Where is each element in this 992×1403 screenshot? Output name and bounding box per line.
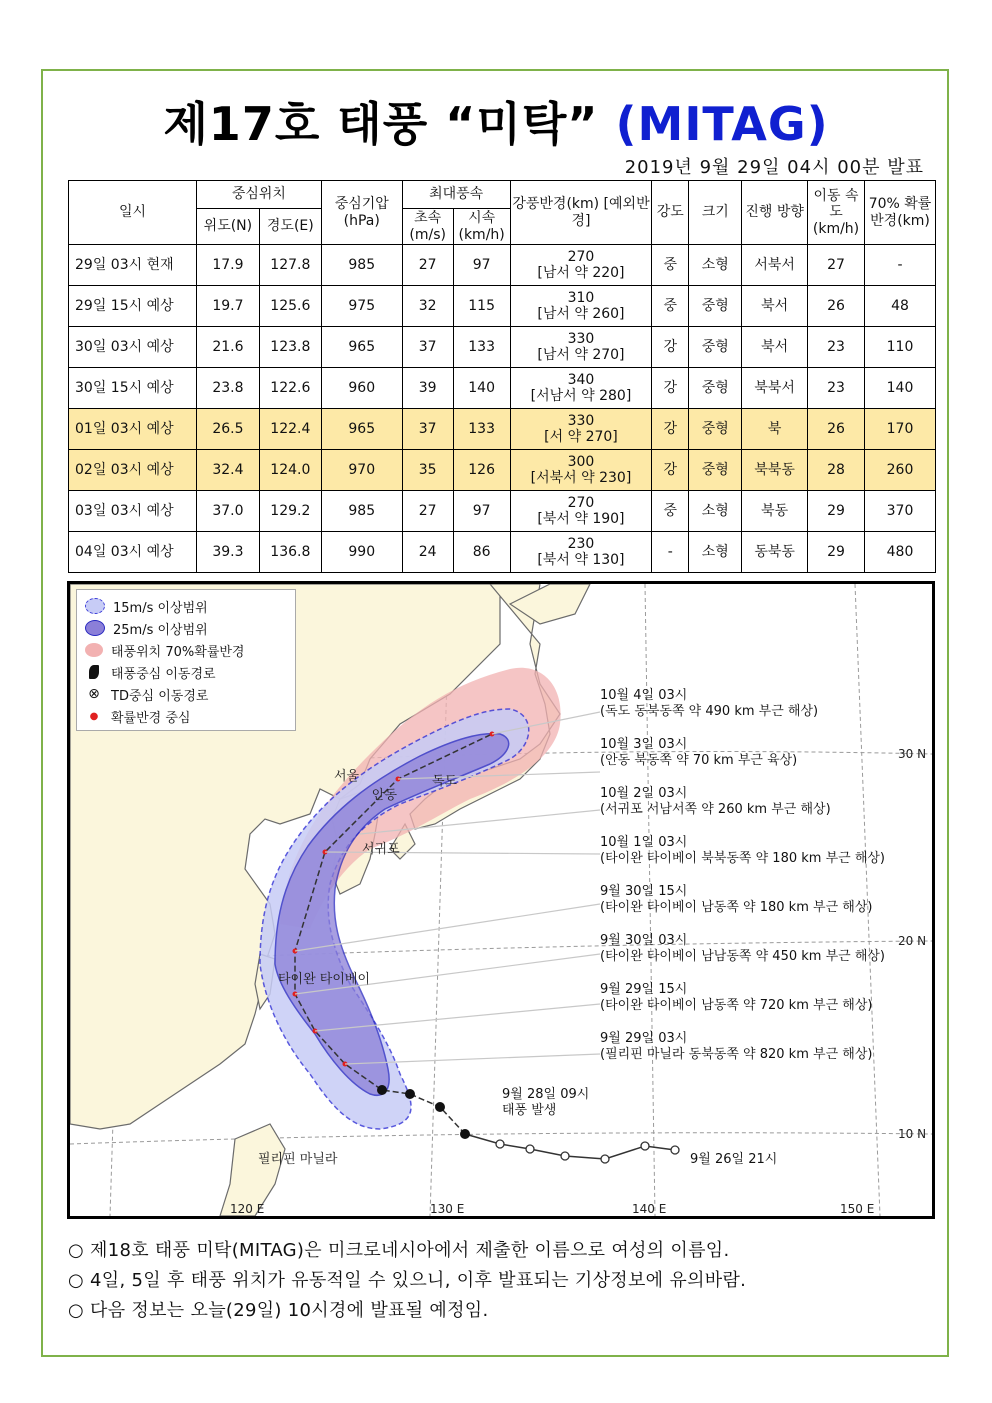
annotation-desc: (서귀포 서남서쪽 약 260 km 부근 해상) bbox=[600, 802, 831, 817]
lat-label: 10 N bbox=[898, 1127, 927, 1141]
radius-exception: [남서 약 260] bbox=[537, 306, 625, 322]
cell-pressure: 965 bbox=[321, 409, 402, 450]
table-row bbox=[69, 245, 936, 286]
cell-lon: 122.4 bbox=[259, 409, 321, 450]
cell-kmh: 86 bbox=[453, 532, 510, 573]
annotation-time: 10월 4일 03시 bbox=[600, 688, 688, 703]
note-line: ○ 제18호 태풍 미탁(MITAG)은 미크로네시아에서 제출한 이름으로 여성의 이름임. bbox=[68, 1240, 730, 1261]
cell-kmh: 115 bbox=[453, 286, 510, 327]
header-intensity: 강도 bbox=[652, 181, 689, 245]
annotation-time: 9월 30일 03시 bbox=[600, 933, 688, 948]
cell-size: 중형 bbox=[689, 327, 742, 368]
header-date: 일시 bbox=[69, 181, 197, 245]
radius-exception: [북서 약 130] bbox=[537, 552, 625, 568]
cell-prob: 140 bbox=[865, 368, 936, 409]
legend-label: TD중심 이동경로 bbox=[111, 688, 209, 704]
cell-ms: 24 bbox=[402, 532, 453, 573]
cell-kmh: 140 bbox=[453, 368, 510, 409]
lat-label: 20 N bbox=[898, 934, 927, 948]
annotation-desc: (타이완 타이베이 남남동쪽 약 450 km 부근 해상) bbox=[600, 949, 886, 964]
issued-time: 2019년 9월 29일 04시 00분 발표 bbox=[624, 157, 924, 178]
note-line: ○ 다음 정보는 오늘(29일) 10시경에 발표될 예정임. bbox=[68, 1300, 489, 1321]
note-line: ○ 4일, 5일 후 태풍 위치가 유동적일 수 있으니, 이후 발표되는 기상정보에 유의바람. bbox=[68, 1270, 747, 1291]
radius-value: 230 bbox=[567, 535, 595, 552]
annotation bbox=[600, 688, 818, 720]
cell-ms: 32 bbox=[402, 286, 453, 327]
cell-size: 소형 bbox=[689, 245, 742, 286]
cell-speed: 29 bbox=[808, 532, 865, 573]
cell-kmh: 133 bbox=[453, 327, 510, 368]
cell-date: 04일 03시 예상 bbox=[69, 532, 197, 573]
cell-kmh: 133 bbox=[453, 409, 510, 450]
radius-exception: [북서 약 190] bbox=[537, 511, 625, 527]
cell-size: 중형 bbox=[689, 450, 742, 491]
cell-ms: 39 bbox=[402, 368, 453, 409]
legend-item bbox=[85, 596, 208, 616]
cell-lat: 17.9 bbox=[196, 245, 259, 286]
annotation-desc: (필리핀 마닐라 동북동쪽 약 820 km 부근 해상) bbox=[600, 1047, 873, 1062]
legend-label: 태풍위치 70%확률반경 bbox=[111, 644, 245, 660]
legend-item bbox=[85, 662, 216, 682]
cell-radius bbox=[510, 368, 652, 409]
header-kmh: 시속 (km/h) bbox=[453, 209, 510, 245]
cell-speed: 28 bbox=[808, 450, 865, 491]
cell-size: 소형 bbox=[689, 491, 742, 532]
cell-radius bbox=[510, 491, 652, 532]
cell-intensity: - bbox=[652, 532, 689, 573]
table-row bbox=[69, 491, 936, 532]
range25-swatch bbox=[85, 620, 105, 636]
cell-radius bbox=[510, 286, 652, 327]
cell-radius bbox=[510, 532, 652, 573]
title-en: (MITAG) bbox=[615, 97, 829, 151]
annotation-time: 9월 30일 15시 bbox=[600, 884, 688, 899]
cell-intensity: 강 bbox=[652, 450, 689, 491]
typhoon-symbol-icon bbox=[89, 665, 99, 679]
legend-item bbox=[85, 684, 208, 704]
cell-size: 중형 bbox=[689, 286, 742, 327]
legend-item bbox=[85, 618, 208, 638]
annotation-desc: (타이완 타이베이 남동쪽 약 180 km 부근 해상) bbox=[600, 900, 873, 915]
legend-label: 태풍중심 이동경로 bbox=[111, 666, 216, 682]
cell-prob: 48 bbox=[865, 286, 936, 327]
legend-label: 확률반경 중심 bbox=[111, 710, 191, 726]
cell-kmh: 97 bbox=[453, 245, 510, 286]
cell-prob: 260 bbox=[865, 450, 936, 491]
title-main: 제17호 태풍 “미탁” bbox=[163, 97, 599, 151]
track-map bbox=[67, 581, 935, 1219]
cell-direction: 북 bbox=[742, 409, 808, 450]
radius-value: 310 bbox=[567, 289, 595, 306]
cell-radius bbox=[510, 245, 652, 286]
radius-value: 330 bbox=[567, 412, 595, 429]
cell-speed: 23 bbox=[808, 327, 865, 368]
table-row bbox=[69, 532, 936, 573]
page-title bbox=[0, 88, 992, 154]
place-andong: 안동 bbox=[372, 788, 398, 803]
cell-pressure: 970 bbox=[321, 450, 402, 491]
table-row bbox=[69, 327, 936, 368]
cell-intensity: 중 bbox=[652, 491, 689, 532]
cell-lon: 136.8 bbox=[259, 532, 321, 573]
cell-direction: 북동 bbox=[742, 491, 808, 532]
cell-pressure: 990 bbox=[321, 532, 402, 573]
cell-speed: 26 bbox=[808, 409, 865, 450]
annotation-time: 10월 2일 03시 bbox=[600, 786, 688, 801]
prob70-swatch bbox=[85, 643, 103, 657]
annotation-time: 10월 1일 03시 bbox=[600, 835, 688, 850]
annotation-desc: 태풍 발생 bbox=[502, 1103, 557, 1118]
legend-label: 15m/s 이상범위 bbox=[113, 600, 208, 616]
cell-lat: 39.3 bbox=[196, 532, 259, 573]
cell-date: 30일 03시 예상 bbox=[69, 327, 197, 368]
notes bbox=[68, 1236, 746, 1326]
header-size: 크기 bbox=[689, 181, 742, 245]
annotation bbox=[600, 884, 872, 916]
map-legend bbox=[76, 589, 296, 731]
cell-date: 30일 15시 예상 bbox=[69, 368, 197, 409]
header-direction: 진행 방향 bbox=[742, 181, 808, 245]
annotation-desc: (타이완 타이베이 북북동쪽 약 180 km 부근 해상) bbox=[600, 851, 886, 866]
annotation bbox=[600, 835, 885, 867]
annotation bbox=[600, 982, 872, 1014]
header-speed: 이동 속도 (km/h) bbox=[808, 181, 865, 245]
cell-size: 중형 bbox=[689, 409, 742, 450]
cell-ms: 35 bbox=[402, 450, 453, 491]
cell-intensity: 강 bbox=[652, 327, 689, 368]
legend-item bbox=[85, 640, 245, 660]
annotation-time: 9월 29일 15시 bbox=[600, 982, 688, 997]
cell-intensity: 강 bbox=[652, 409, 689, 450]
cell-intensity: 중 bbox=[652, 245, 689, 286]
start-annotation: 9월 26일 21시 bbox=[690, 1152, 778, 1167]
header-maxwind: 최대풍속 bbox=[402, 181, 510, 209]
cell-speed: 27 bbox=[808, 245, 865, 286]
cell-radius bbox=[510, 450, 652, 491]
cell-intensity: 강 bbox=[652, 368, 689, 409]
cell-lon: 129.2 bbox=[259, 491, 321, 532]
radius-value: 270 bbox=[567, 248, 595, 265]
cell-radius bbox=[510, 409, 652, 450]
cell-pressure: 960 bbox=[321, 368, 402, 409]
cell-size: 소형 bbox=[689, 532, 742, 573]
place-seogwipo: 서귀포 bbox=[362, 842, 400, 857]
cell-speed: 26 bbox=[808, 286, 865, 327]
place-manila: 필리핀 마닐라 bbox=[258, 1152, 338, 1167]
place-dokdo: 독도 bbox=[432, 774, 458, 789]
cell-date: 01일 03시 예상 bbox=[69, 409, 197, 450]
annotation-time: 9월 29일 03시 bbox=[600, 1031, 688, 1046]
header-pressure: 중심기압 (hPa) bbox=[321, 181, 402, 245]
annotation bbox=[600, 1031, 872, 1063]
cell-pressure: 975 bbox=[321, 286, 402, 327]
radius-exception: [남서 약 220] bbox=[537, 265, 625, 281]
cell-lon: 122.6 bbox=[259, 368, 321, 409]
radius-exception: [서남서 약 280] bbox=[530, 388, 632, 404]
table-row bbox=[69, 286, 936, 327]
radius-exception: [서북서 약 230] bbox=[530, 470, 632, 486]
lon-label: 150 E bbox=[840, 1202, 875, 1216]
header-prob: 70% 확률 반경(km) bbox=[865, 181, 936, 245]
cell-direction: 북북서 bbox=[742, 368, 808, 409]
cell-prob: 370 bbox=[865, 491, 936, 532]
header-ms: 초속 (m/s) bbox=[402, 209, 453, 245]
header-lat: 위도(N) bbox=[196, 209, 259, 245]
cell-lon: 127.8 bbox=[259, 245, 321, 286]
table-row bbox=[69, 368, 936, 409]
cell-lat: 32.4 bbox=[196, 450, 259, 491]
annotation-desc: (안동 북동쪽 약 70 km 부근 육상) bbox=[600, 753, 798, 768]
radius-value: 340 bbox=[567, 371, 595, 388]
genesis-annotation bbox=[502, 1087, 589, 1119]
legend-item bbox=[85, 706, 190, 726]
cell-date: 29일 15시 예상 bbox=[69, 286, 197, 327]
cell-pressure: 985 bbox=[321, 245, 402, 286]
cell-lon: 123.8 bbox=[259, 327, 321, 368]
annotation bbox=[600, 737, 797, 769]
cell-lat: 23.8 bbox=[196, 368, 259, 409]
radius-exception: [서 약 270] bbox=[544, 429, 618, 445]
cell-ms: 37 bbox=[402, 409, 453, 450]
annotation-time: 10월 3일 03시 bbox=[600, 737, 688, 752]
cell-lon: 124.0 bbox=[259, 450, 321, 491]
radius-value: 270 bbox=[567, 494, 595, 511]
cell-date: 03일 03시 예상 bbox=[69, 491, 197, 532]
cell-size: 중형 bbox=[689, 368, 742, 409]
annotation bbox=[600, 933, 885, 965]
cell-pressure: 985 bbox=[321, 491, 402, 532]
lon-label: 130 E bbox=[430, 1202, 465, 1216]
cell-direction: 북북동 bbox=[742, 450, 808, 491]
cell-lat: 19.7 bbox=[196, 286, 259, 327]
cell-speed: 23 bbox=[808, 368, 865, 409]
cell-date: 02일 03시 예상 bbox=[69, 450, 197, 491]
header-center: 중심위치 bbox=[196, 181, 321, 209]
table-row bbox=[69, 409, 936, 450]
cell-speed: 29 bbox=[808, 491, 865, 532]
legend-label: 25m/s 이상범위 bbox=[113, 622, 208, 638]
annotation-desc: (독도 동북동쪽 약 490 km 부근 해상) bbox=[600, 704, 819, 719]
lon-label: 140 E bbox=[632, 1202, 667, 1216]
lon-label: 120 E bbox=[230, 1202, 265, 1216]
td-symbol-icon: ⊗ bbox=[88, 686, 100, 702]
cell-radius bbox=[510, 327, 652, 368]
radius-value: 300 bbox=[567, 453, 595, 470]
cell-ms: 27 bbox=[402, 491, 453, 532]
cell-prob: - bbox=[865, 245, 936, 286]
cell-direction: 동북동 bbox=[742, 532, 808, 573]
place-taipei: 타이완 타이베이 bbox=[278, 972, 371, 987]
range15-swatch bbox=[85, 598, 105, 614]
radius-value: 330 bbox=[567, 330, 595, 347]
cell-prob: 110 bbox=[865, 327, 936, 368]
cell-pressure: 965 bbox=[321, 327, 402, 368]
cell-direction: 북서 bbox=[742, 327, 808, 368]
cell-lat: 21.6 bbox=[196, 327, 259, 368]
cell-prob: 480 bbox=[865, 532, 936, 573]
cell-lon: 125.6 bbox=[259, 286, 321, 327]
annotation bbox=[600, 786, 831, 818]
cell-ms: 37 bbox=[402, 327, 453, 368]
prob-center-icon: ● bbox=[89, 710, 99, 722]
header-radius: 강풍반경(km) [예외반경] bbox=[510, 181, 652, 245]
place-seoul: 서울 bbox=[334, 769, 360, 784]
cell-lat: 37.0 bbox=[196, 491, 259, 532]
cell-direction: 북서 bbox=[742, 286, 808, 327]
cell-date: 29일 03시 현재 bbox=[69, 245, 197, 286]
cell-kmh: 97 bbox=[453, 491, 510, 532]
annotation-desc: (타이완 타이베이 남동쪽 약 720 km 부근 해상) bbox=[600, 998, 873, 1013]
radius-exception: [남서 약 270] bbox=[537, 347, 625, 363]
header-lon: 경도(E) bbox=[259, 209, 321, 245]
cell-prob: 170 bbox=[865, 409, 936, 450]
cell-direction: 서북서 bbox=[742, 245, 808, 286]
annotation-time: 9월 28일 09시 bbox=[502, 1087, 590, 1102]
cell-kmh: 126 bbox=[453, 450, 510, 491]
lat-label: 30 N bbox=[898, 747, 927, 761]
cell-lat: 26.5 bbox=[196, 409, 259, 450]
cell-ms: 27 bbox=[402, 245, 453, 286]
table-row bbox=[69, 450, 936, 491]
cell-intensity: 중 bbox=[652, 286, 689, 327]
forecast-table bbox=[68, 180, 936, 573]
